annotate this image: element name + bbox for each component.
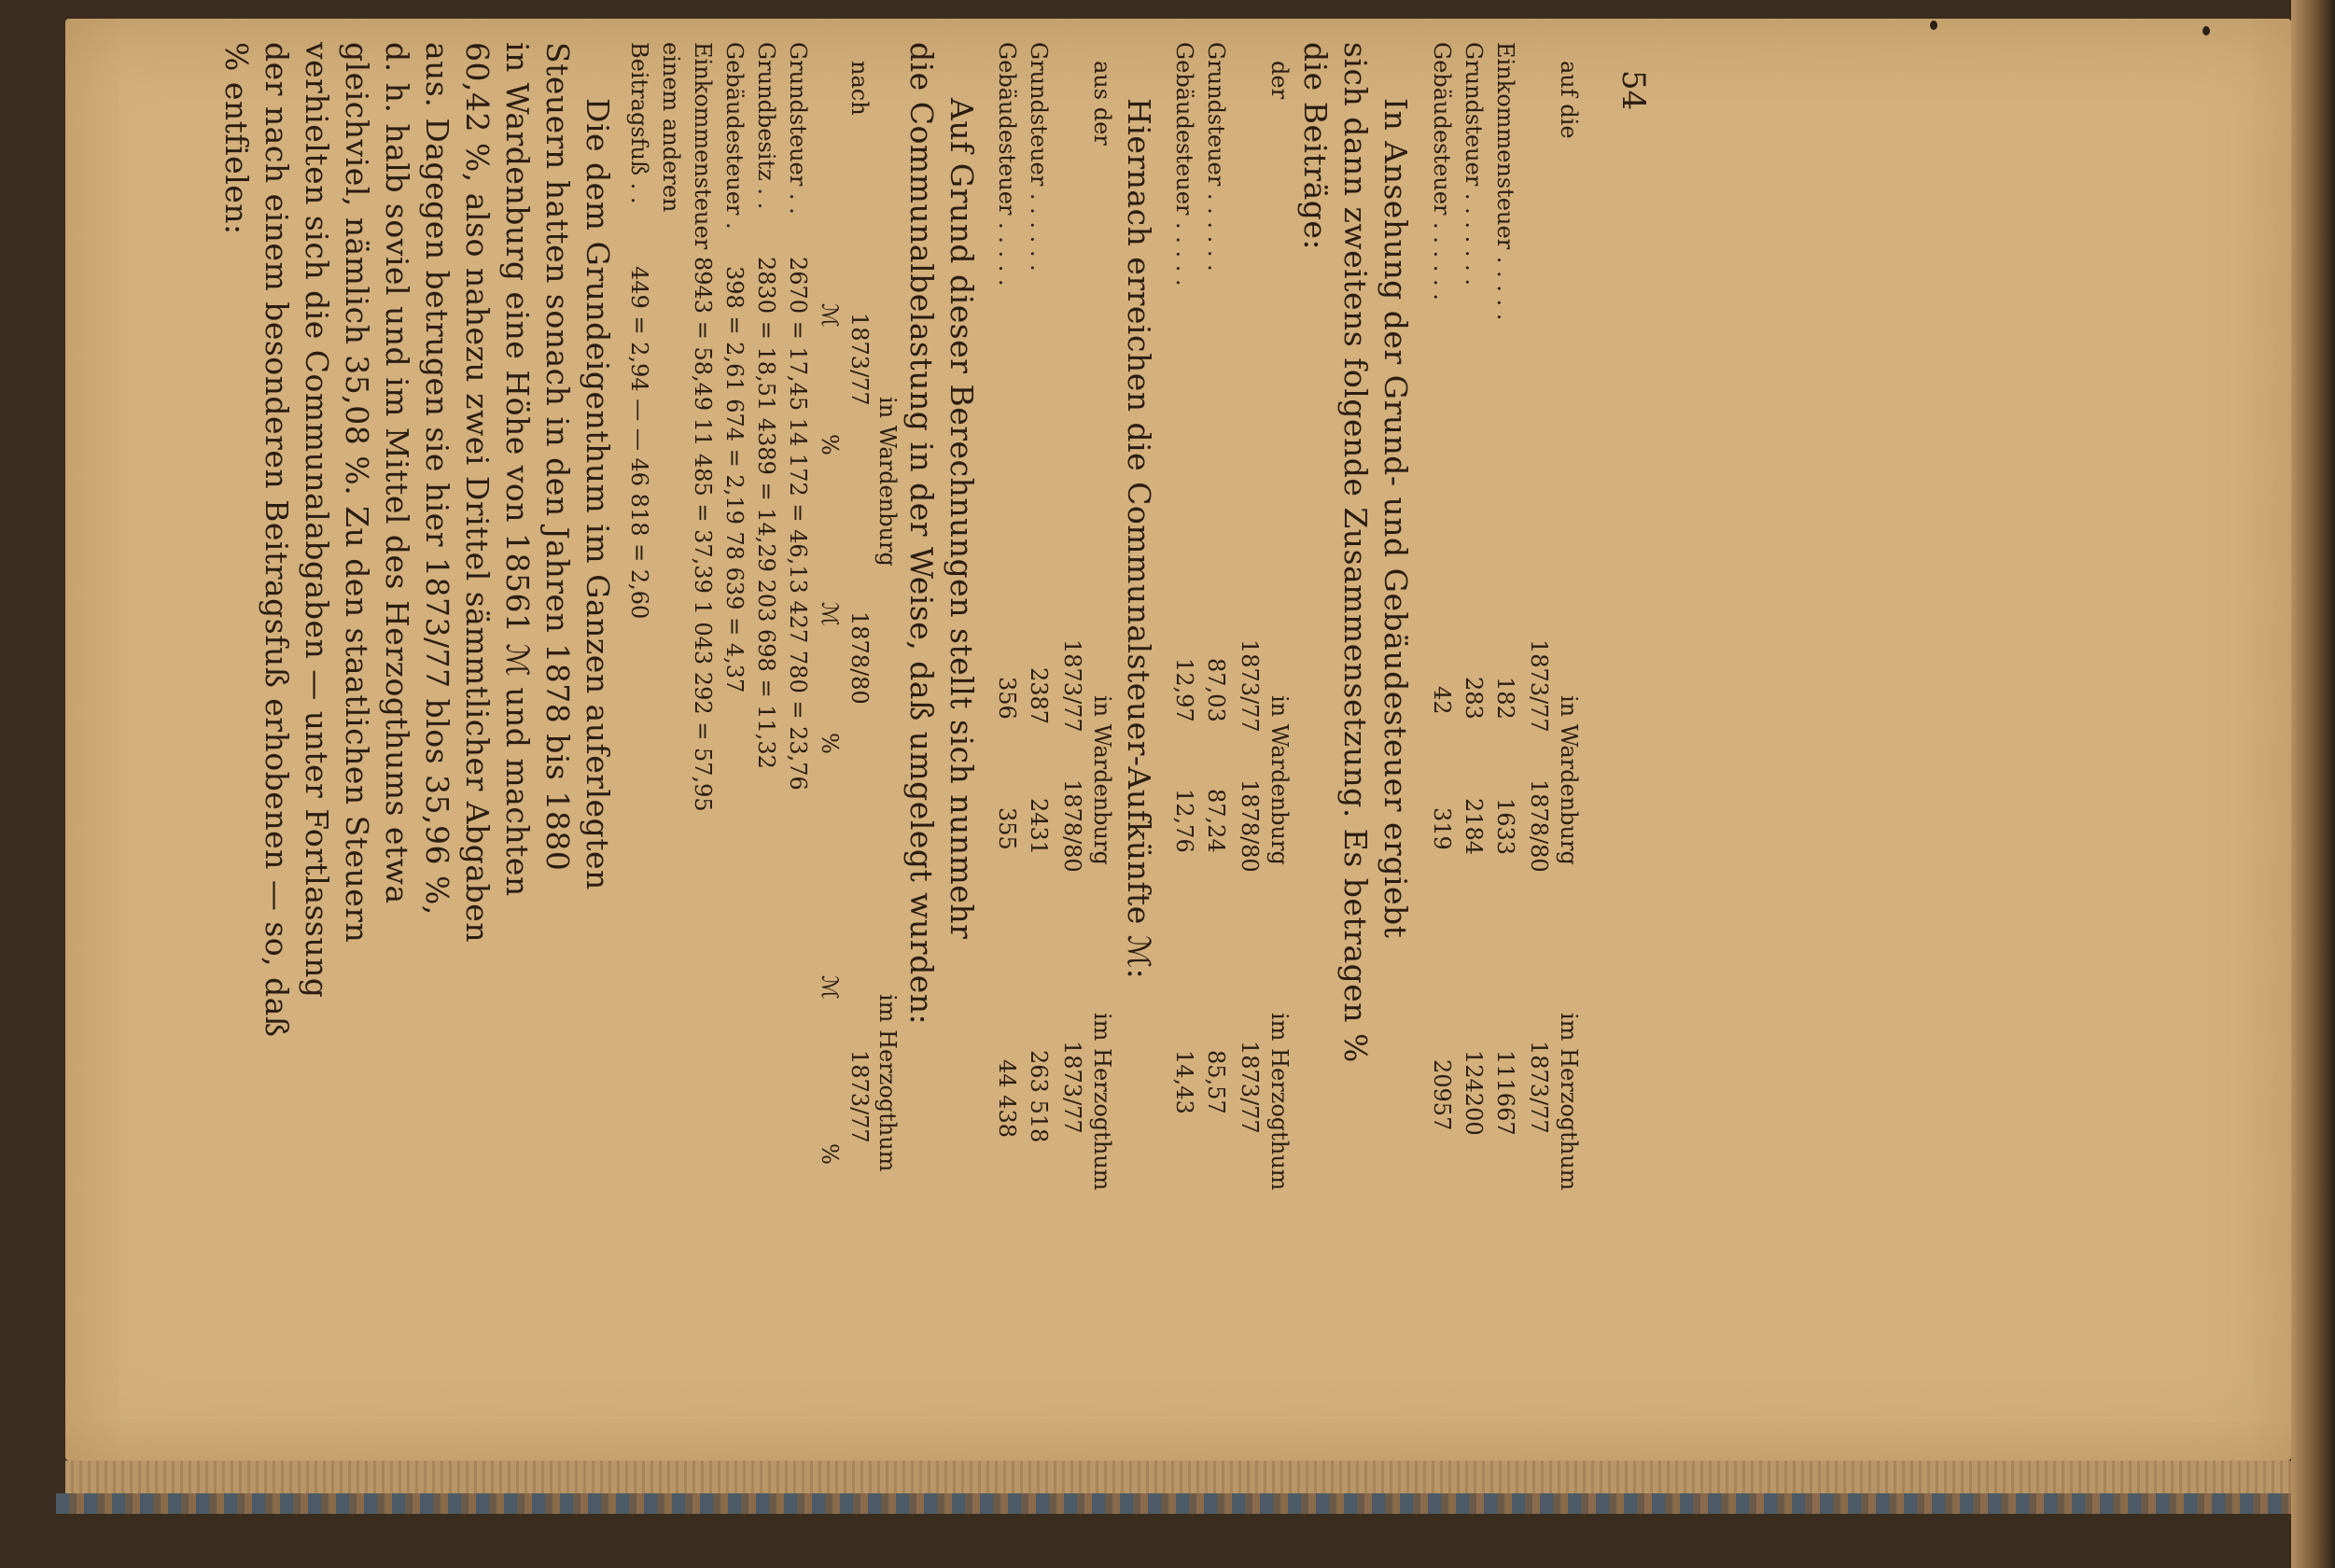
table3-cell: 2387 bbox=[1026, 667, 1052, 725]
table1-cell: 319 bbox=[1429, 807, 1455, 850]
ink-spot bbox=[2202, 26, 2210, 35]
table1-cell: 20957 bbox=[1429, 1059, 1455, 1131]
table1-row-label: Gebäudesteuer . . . . . . bbox=[1429, 42, 1455, 301]
table1-year: 1873/77 bbox=[1526, 639, 1552, 733]
table1-cell: 1633 bbox=[1492, 798, 1518, 856]
table4-row-values: 8943 = 58,49 11 485 = 37,39 1 043 292 = 57,95 bbox=[690, 257, 716, 812]
table2-cell: 12,76 bbox=[1171, 789, 1197, 853]
table4-unit: % bbox=[817, 733, 843, 754]
table3-cell: 2431 bbox=[1026, 798, 1052, 856]
table2-year: 1878/80 bbox=[1237, 779, 1263, 873]
table3-year: 1878/80 bbox=[1059, 779, 1085, 873]
table2-cell: 14,43 bbox=[1171, 1050, 1197, 1114]
table3-cell: 263 518 bbox=[1026, 1050, 1052, 1143]
text-line: sich dann zweitens folgende Zusammensetzung. Es betragen % bbox=[1337, 42, 1374, 1063]
ink-spot bbox=[1930, 21, 1937, 30]
text-line: d. h. halb soviel und im Mittel des Herzogthums etwa bbox=[379, 42, 415, 904]
text-line: in Wardenburg eine Höhe von 18561 ℳ und machten bbox=[499, 42, 536, 897]
text-line: der nach einem besonderen Beitragsfuß erhobenen — so, daß bbox=[259, 42, 295, 1038]
text-line: In Ansehung der Grund- und Gebäudesteuer ergiebt bbox=[1377, 98, 1414, 939]
table4-row-label: Grundbesitz . . bbox=[753, 42, 779, 210]
table4-header-wardenburg: in Wardenburg bbox=[874, 397, 901, 567]
text-line: % entfielen: bbox=[218, 42, 255, 235]
table1-header-wardenburg: in Wardenburg bbox=[1556, 695, 1582, 865]
text-line: Hiernach erreichen die Communalsteuer-Aufkünfte ℳ: bbox=[1121, 98, 1157, 980]
table1-header-col1: auf die bbox=[1556, 61, 1582, 139]
table4-header-nach: nach bbox=[846, 61, 873, 116]
table4-year: 1878/80 bbox=[846, 611, 873, 705]
table1-cell: 111667 bbox=[1492, 1050, 1518, 1136]
text-line: verhielten sich die Communalabgaben — unter Fortlassung bbox=[299, 42, 335, 999]
table3-year: 1873/77 bbox=[1059, 1041, 1085, 1134]
table3-header-col1: aus der bbox=[1089, 61, 1115, 146]
table1-cell: 182 bbox=[1492, 677, 1518, 720]
table1-year: 1878/80 bbox=[1526, 779, 1552, 873]
table4-row-values: 2670 = 17,45 14 172 = 46,13 427 780 = 23,76 bbox=[785, 257, 811, 791]
table4-unit: ℳ bbox=[817, 602, 843, 626]
table1-row-label: Einkommensteuer . . . . . bbox=[1492, 42, 1518, 321]
table4-unit: % bbox=[817, 1143, 843, 1165]
table3-cell: 44 438 bbox=[994, 1059, 1020, 1138]
table3-year: 1873/77 bbox=[1059, 639, 1085, 733]
table2-row-label: Grundsteuer . . . . . . bbox=[1203, 42, 1229, 272]
table4-unit: ℳ bbox=[817, 303, 843, 328]
table4-row-label: Einkommensteuer bbox=[690, 42, 716, 250]
text-line: 60,42 %, also nahezu zwei Drittel sämmtlicher Abgaben bbox=[459, 42, 496, 944]
table4-header-herzogthum: im Herzogthum bbox=[874, 994, 901, 1172]
table1-cell: 2184 bbox=[1461, 798, 1487, 856]
table1-cell: 124200 bbox=[1461, 1050, 1487, 1136]
table3-header-herzogthum: im Herzogthum bbox=[1089, 1013, 1115, 1191]
text-line: gleichviel, nämlich 35,08 %. Zu den staatlichen Steuern bbox=[339, 42, 375, 944]
table4-row-values: 449 = 2,94 — — 46 818 = 2,60 bbox=[626, 266, 652, 620]
text-line: Steuern hatten sonach in den Jahren 1878 bis 1880 bbox=[539, 42, 576, 872]
table1-cell: 283 bbox=[1461, 677, 1487, 720]
table2-header-herzogthum: im Herzogthum bbox=[1266, 1013, 1293, 1191]
table3-cell: 355 bbox=[994, 807, 1020, 850]
table4-row-label: Grundsteuer . . bbox=[785, 42, 811, 215]
table1-header-herzogthum: im Herzogthum bbox=[1556, 1013, 1582, 1191]
table4-year: 1873/77 bbox=[846, 1050, 873, 1143]
text-line: die Beiträge: bbox=[1297, 42, 1334, 251]
table2-cell: 85,57 bbox=[1203, 1050, 1229, 1114]
rotated-text-block bbox=[218, 42, 1661, 1395]
table4-row-label: Beitragsfuß . . bbox=[626, 42, 652, 204]
table2-cell: 12,97 bbox=[1171, 658, 1197, 722]
text-line: die Communalbelastung in der Weise, daß umgelegt wurden: bbox=[903, 42, 940, 1026]
table1-cell: 42 bbox=[1429, 686, 1455, 715]
table1-row-label: Grundsteuer . . . . . . . bbox=[1461, 42, 1487, 287]
book-bottom-edge bbox=[56, 1493, 2296, 1514]
text-line: Auf Grund dieser Berechnungen stellt sich nunmehr bbox=[944, 98, 980, 940]
table2-cell: 87,24 bbox=[1203, 789, 1229, 853]
table2-header-col1: der bbox=[1266, 61, 1293, 100]
table4-row-values: 398 = 2,61 674 = 2,19 78 639 = 4,37 bbox=[721, 266, 748, 693]
table4-year: 1873/77 bbox=[846, 313, 873, 406]
table3-row-label: Gebäudesteuer . . . . . bbox=[994, 42, 1020, 287]
table3-cell: 356 bbox=[994, 677, 1020, 720]
table1-year: 1873/77 bbox=[1526, 1041, 1552, 1134]
table4-row-label: Gebäudesteuer . bbox=[721, 42, 748, 230]
table3-header-wardenburg: in Wardenburg bbox=[1089, 695, 1115, 865]
table2-header-wardenburg: in Wardenburg bbox=[1266, 695, 1293, 865]
table4-row-values: 2830 = 18,51 4389 = 14,29 203 698 = 11,32 bbox=[753, 257, 779, 769]
table2-year: 1873/77 bbox=[1237, 639, 1263, 733]
table4-row-label: einem anderen bbox=[658, 42, 684, 213]
table4-unit: % bbox=[817, 434, 843, 455]
table2-cell: 87,03 bbox=[1203, 658, 1229, 722]
table4-unit: ℳ bbox=[817, 975, 843, 1000]
text-line: Die dem Grundeigenthum im Ganzen auferlegten bbox=[580, 98, 616, 890]
page-number: 54 bbox=[1615, 70, 1652, 111]
text-line: aus. Dagegen betrugen sie hier 1873/77 blos 35,96 %, bbox=[419, 42, 455, 916]
table3-row-label: Grundsteuer . . . . . . bbox=[1026, 42, 1052, 272]
table2-year: 1873/77 bbox=[1237, 1041, 1263, 1134]
book-gutter bbox=[2291, 0, 2335, 1568]
page-stack-edge bbox=[65, 1461, 2291, 1498]
table2-row-label: Gebäudesteuer . . . . . bbox=[1171, 42, 1197, 287]
